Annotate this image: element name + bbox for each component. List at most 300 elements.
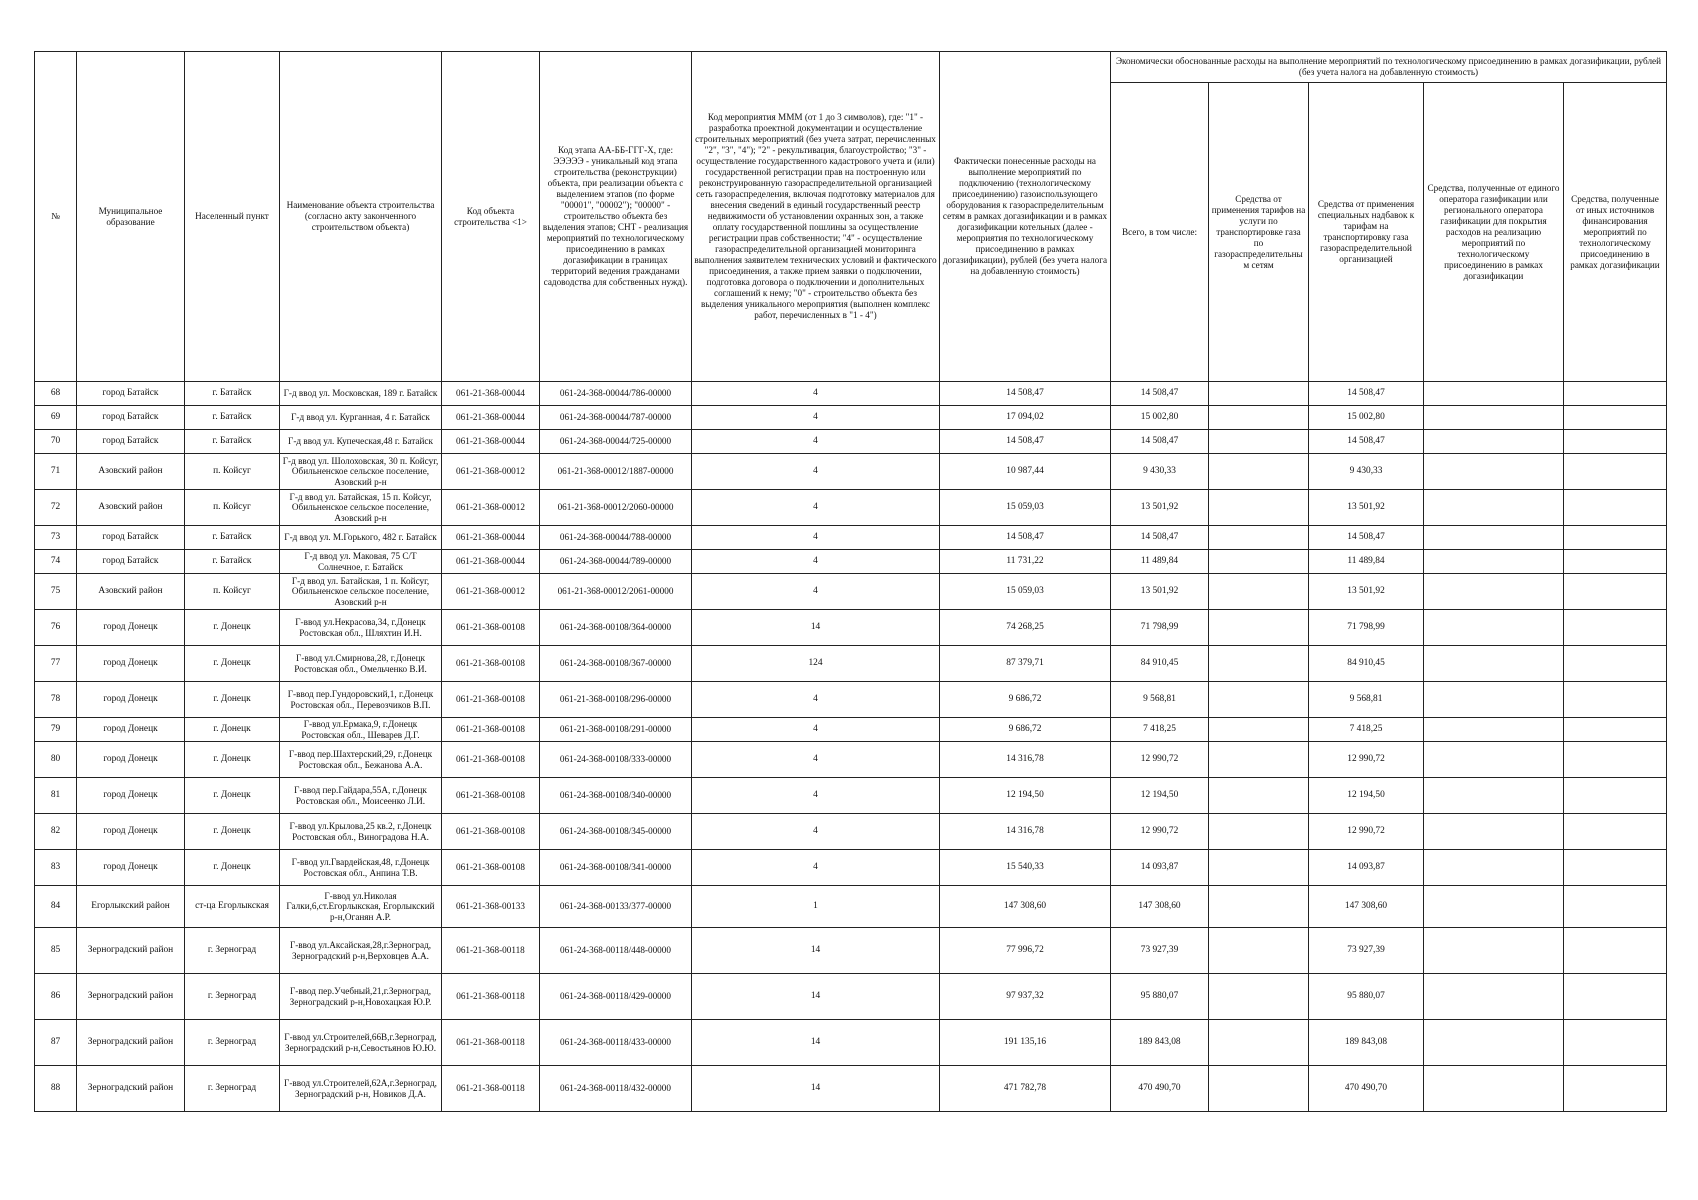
actual-costs-cell: 12 194,50 — [940, 778, 1111, 814]
object-code-cell: 061-21-368-00108 — [442, 682, 540, 718]
tariff-funds-cell — [1209, 850, 1309, 886]
municipality-cell: город Батайск — [77, 550, 185, 574]
surcharge-funds-cell: 71 798,99 — [1309, 610, 1424, 646]
surcharge-funds-cell: 189 843,08 — [1309, 1020, 1424, 1066]
total-cell: 95 880,07 — [1111, 974, 1209, 1020]
object-name-cell: Г-ввод ул.Смирнова,28, г.Донецк Ростовская обл., Омельченко В.И. — [280, 646, 442, 682]
header-municipality: Муниципальное образование — [77, 52, 185, 382]
locality-cell: г. Батайск — [185, 550, 280, 574]
stage-code-cell: 061-24-368-00133/377-00000 — [540, 886, 692, 928]
object-code-cell: 061-21-368-00118 — [442, 974, 540, 1020]
stage-code-cell: 061-24-368-00044/788-00000 — [540, 526, 692, 550]
object-name-cell: Г-д ввод ул. Батайская, 1 п. Койсуг, Обильненское сельское поселение, Азовский р-н — [280, 574, 442, 610]
surcharge-funds-cell: 14 093,87 — [1309, 850, 1424, 886]
row-num-cell: 87 — [35, 1020, 77, 1066]
locality-cell: г. Зерноград — [185, 928, 280, 974]
municipality-cell: Азовский район — [77, 574, 185, 610]
table-row — [35, 886, 1667, 928]
table-row — [35, 974, 1667, 1020]
table-row — [35, 718, 1667, 742]
object-code-cell: 061-21-368-00044 — [442, 382, 540, 406]
other-funds-cell — [1564, 406, 1667, 430]
stage-code-cell: 061-21-368-00012/1887-00000 — [540, 454, 692, 490]
surcharge-funds-cell: 15 002,80 — [1309, 406, 1424, 430]
object-code-cell: 061-21-368-00108 — [442, 814, 540, 850]
activity-code-cell: 4 — [692, 406, 940, 430]
operator-funds-cell — [1424, 1066, 1564, 1112]
total-cell: 14 508,47 — [1111, 382, 1209, 406]
actual-costs-cell: 9 686,72 — [940, 682, 1111, 718]
row-num-cell: 73 — [35, 526, 77, 550]
total-cell: 12 990,72 — [1111, 742, 1209, 778]
tariff-funds-cell — [1209, 778, 1309, 814]
object-name-cell: Г-ввод ул.Аксайская,28,г.Зерноград, Зерноградский р-н,Верховцев А.А. — [280, 928, 442, 974]
object-name-cell: Г-ввод ул.Ермака,9, г.Донецк Ростовская обл., Шеварев Д.Г. — [280, 718, 442, 742]
municipality-cell: Зерноградский район — [77, 1066, 185, 1112]
total-cell: 11 489,84 — [1111, 550, 1209, 574]
locality-cell: г. Батайск — [185, 406, 280, 430]
stage-code-cell: 061-21-368-00012/2060-00000 — [540, 490, 692, 526]
object-code-cell: 061-21-368-00133 — [442, 886, 540, 928]
other-funds-cell — [1564, 646, 1667, 682]
header-num: № — [35, 52, 77, 382]
actual-costs-cell: 147 308,60 — [940, 886, 1111, 928]
object-code-cell: 061-21-368-00012 — [442, 454, 540, 490]
object-name-cell: Г-д ввод ул. Московская, 189 г. Батайск — [280, 382, 442, 406]
other-funds-cell — [1564, 574, 1667, 610]
row-num-cell: 78 — [35, 682, 77, 718]
locality-cell: г. Донецк — [185, 682, 280, 718]
activity-code-cell: 14 — [692, 610, 940, 646]
municipality-cell: Азовский район — [77, 490, 185, 526]
header-total: Всего, в том числе: — [1111, 83, 1209, 382]
municipality-cell: Азовский район — [77, 454, 185, 490]
object-name-cell: Г-д ввод ул. М.Горького, 482 г. Батайск — [280, 526, 442, 550]
operator-funds-cell — [1424, 490, 1564, 526]
tariff-funds-cell — [1209, 814, 1309, 850]
activity-code-cell: 124 — [692, 646, 940, 682]
other-funds-cell — [1564, 610, 1667, 646]
total-cell: 73 927,39 — [1111, 928, 1209, 974]
stage-code-cell: 061-21-368-00012/2061-00000 — [540, 574, 692, 610]
row-num-cell: 71 — [35, 454, 77, 490]
header-actual-costs: Фактически понесенные расходы на выполнение мероприятий по подключению (технологическому присоединению) газоиспользующего оборудования к газораспределительным сетям в рамках догазификации и в рамках догазификации котельных (далее - мероприятия по технологическому присоединению в рамках догазификации), рублей (без учета налога на добавленную стоимость) — [940, 52, 1111, 382]
object-code-cell: 061-21-368-00044 — [442, 430, 540, 454]
object-code-cell: 061-21-368-00044 — [442, 406, 540, 430]
municipality-cell: город Донецк — [77, 850, 185, 886]
other-funds-cell — [1564, 886, 1667, 928]
activity-code-cell: 14 — [692, 1020, 940, 1066]
activity-code-cell: 4 — [692, 778, 940, 814]
locality-cell: г. Донецк — [185, 742, 280, 778]
locality-cell: г. Батайск — [185, 430, 280, 454]
total-cell: 14 093,87 — [1111, 850, 1209, 886]
operator-funds-cell — [1424, 778, 1564, 814]
object-name-cell: Г-ввод пер.Шахтерский,29, г.Донецк Ростовская обл., Бежанова А.А. — [280, 742, 442, 778]
locality-cell: г. Донецк — [185, 814, 280, 850]
object-name-cell: Г-ввод ул.Строителей,66В,г.Зерноград, Зерноградский р-н,Севостьянов Ю.Ю. — [280, 1020, 442, 1066]
other-funds-cell — [1564, 490, 1667, 526]
activity-code-cell: 4 — [692, 490, 940, 526]
header-operator-funds: Средства, полученные от единого оператора газификации или регионального оператора газификации для покрытия расходов на реализацию мероприятий по технологическому присоединению в рамках догазификации — [1424, 83, 1564, 382]
municipality-cell: Егорлыкский район — [77, 886, 185, 928]
object-name-cell: Г-ввод ул.Николая Галки,6,ст.Егорлыкская, Егорлыкский р-н,Оганян А.Р. — [280, 886, 442, 928]
header-locality: Населенный пункт — [185, 52, 280, 382]
tariff-funds-cell — [1209, 430, 1309, 454]
tariff-funds-cell — [1209, 742, 1309, 778]
object-name-cell: Г-ввод ул.Строителей,62А,г.Зерноград, Зерноградский р-н, Новиков Д.А. — [280, 1066, 442, 1112]
stage-code-cell: 061-24-368-00044/789-00000 — [540, 550, 692, 574]
activity-code-cell: 4 — [692, 382, 940, 406]
stage-code-cell: 061-24-368-00108/367-00000 — [540, 646, 692, 682]
object-code-cell: 061-21-368-00108 — [442, 718, 540, 742]
row-num-cell: 83 — [35, 850, 77, 886]
surcharge-funds-cell: 12 990,72 — [1309, 814, 1424, 850]
table-row — [35, 406, 1667, 430]
operator-funds-cell — [1424, 742, 1564, 778]
tariff-funds-cell — [1209, 646, 1309, 682]
activity-code-cell: 4 — [692, 430, 940, 454]
actual-costs-cell: 74 268,25 — [940, 610, 1111, 646]
table-row — [35, 610, 1667, 646]
stage-code-cell: 061-24-368-00108/364-00000 — [540, 610, 692, 646]
surcharge-funds-cell: 12 990,72 — [1309, 742, 1424, 778]
object-code-cell: 061-21-368-00118 — [442, 928, 540, 974]
operator-funds-cell — [1424, 682, 1564, 718]
operator-funds-cell — [1424, 610, 1564, 646]
actual-costs-cell: 17 094,02 — [940, 406, 1111, 430]
total-cell: 7 418,25 — [1111, 718, 1209, 742]
tariff-funds-cell — [1209, 928, 1309, 974]
table-row — [35, 1020, 1667, 1066]
total-cell: 14 508,47 — [1111, 526, 1209, 550]
stage-code-cell: 061-24-368-00118/432-00000 — [540, 1066, 692, 1112]
table-row — [35, 382, 1667, 406]
activity-code-cell: 4 — [692, 550, 940, 574]
other-funds-cell — [1564, 814, 1667, 850]
row-num-cell: 88 — [35, 1066, 77, 1112]
operator-funds-cell — [1424, 454, 1564, 490]
row-num-cell: 72 — [35, 490, 77, 526]
tariff-funds-cell — [1209, 682, 1309, 718]
table-row — [35, 490, 1667, 526]
operator-funds-cell — [1424, 1020, 1564, 1066]
municipality-cell: город Донецк — [77, 610, 185, 646]
object-code-cell: 061-21-368-00044 — [442, 526, 540, 550]
row-num-cell: 84 — [35, 886, 77, 928]
activity-code-cell: 4 — [692, 574, 940, 610]
other-funds-cell — [1564, 1066, 1667, 1112]
actual-costs-cell: 191 135,16 — [940, 1020, 1111, 1066]
stage-code-cell: 061-24-368-00108/333-00000 — [540, 742, 692, 778]
row-num-cell: 70 — [35, 430, 77, 454]
surcharge-funds-cell: 13 501,92 — [1309, 490, 1424, 526]
object-code-cell: 061-21-368-00108 — [442, 778, 540, 814]
object-name-cell: Г-д ввод ул. Курганная, 4 г. Батайск — [280, 406, 442, 430]
municipality-cell: город Донецк — [77, 814, 185, 850]
tariff-funds-cell — [1209, 490, 1309, 526]
locality-cell: г. Зерноград — [185, 974, 280, 1020]
operator-funds-cell — [1424, 886, 1564, 928]
total-cell: 84 910,45 — [1111, 646, 1209, 682]
municipality-cell: город Донецк — [77, 742, 185, 778]
header-object-code: Код объекта строительства <1> — [442, 52, 540, 382]
actual-costs-cell: 15 059,03 — [940, 574, 1111, 610]
other-funds-cell — [1564, 682, 1667, 718]
table-row — [35, 814, 1667, 850]
row-num-cell: 86 — [35, 974, 77, 1020]
surcharge-funds-cell: 11 489,84 — [1309, 550, 1424, 574]
total-cell: 12 990,72 — [1111, 814, 1209, 850]
row-num-cell: 74 — [35, 550, 77, 574]
row-num-cell: 68 — [35, 382, 77, 406]
activity-code-cell: 4 — [692, 718, 940, 742]
surcharge-funds-cell: 470 490,70 — [1309, 1066, 1424, 1112]
table-row — [35, 550, 1667, 574]
total-cell: 71 798,99 — [1111, 610, 1209, 646]
header-tariff-funds: Средства от применения тарифов на услуги по транспортировке газа по газораспределительны м сетям — [1209, 83, 1309, 382]
locality-cell: г. Донецк — [185, 646, 280, 682]
total-cell: 14 508,47 — [1111, 430, 1209, 454]
header-activity-code: Код мероприятия МММ (от 1 до 3 символов), где: "1" - разработка проектной документации и осуществление строительных мероприятий (без учета затрат, перечисленных "2", "3", "4"); "2" - рекультивация, благоустройство; "3" - осуществление государственного кадастрового учета и (или) государственной регистрации прав на построенную или реконструированную газораспределительной организацией сеть газораспределения, включая подготовку материалов для внесения сведений в единый государственный реестр недвижимости об установлении охранных зон, а также оплату государственной пошлины за осуществление регистрации прав собственности; "4" - осуществление газораспределительной организацией мониторинга выполнения заявителем технических условий и фактического присоединения, а также прием заявки о подключении, подготовка договора о подключении и дополнительных соглашений к нему; "0" - строительство объекта без выделения уникального мероприятия (выполнен комплекс работ, перечисленных в "1 - 4") — [692, 52, 940, 382]
table-row — [35, 682, 1667, 718]
actual-costs-cell: 10 987,44 — [940, 454, 1111, 490]
surcharge-funds-cell: 73 927,39 — [1309, 928, 1424, 974]
stage-code-cell: 061-21-368-00108/296-00000 — [540, 682, 692, 718]
row-num-cell: 76 — [35, 610, 77, 646]
surcharge-funds-cell: 14 508,47 — [1309, 430, 1424, 454]
municipality-cell: город Батайск — [77, 382, 185, 406]
operator-funds-cell — [1424, 574, 1564, 610]
object-name-cell: Г-ввод пер.Гайдара,55А, г.Донецк Ростовская обл., Моисеенко Л.И. — [280, 778, 442, 814]
object-name-cell: Г-ввод ул.Гвардейская,48, г.Донецк Ростовская обл., Анпина Т.В. — [280, 850, 442, 886]
locality-cell: г. Донецк — [185, 718, 280, 742]
stage-code-cell: 061-24-368-00044/787-00000 — [540, 406, 692, 430]
row-num-cell: 82 — [35, 814, 77, 850]
tariff-funds-cell — [1209, 406, 1309, 430]
locality-cell: п. Койсуг — [185, 574, 280, 610]
object-name-cell: Г-ввод пер.Гундоровский,1, г.Донецк Ростовская обл., Перевозчиков В.П. — [280, 682, 442, 718]
surcharge-funds-cell: 12 194,50 — [1309, 778, 1424, 814]
other-funds-cell — [1564, 1020, 1667, 1066]
operator-funds-cell — [1424, 974, 1564, 1020]
object-code-cell: 061-21-368-00118 — [442, 1066, 540, 1112]
total-cell: 189 843,08 — [1111, 1020, 1209, 1066]
actual-costs-cell: 14 508,47 — [940, 430, 1111, 454]
locality-cell: ст-ца Егорлыкская — [185, 886, 280, 928]
object-name-cell: Г-д ввод ул. Шолоховская, 30 п. Койсуг, Обильненское сельское поселение, Азовский р-н — [280, 454, 442, 490]
other-funds-cell — [1564, 382, 1667, 406]
total-cell: 15 002,80 — [1111, 406, 1209, 430]
municipality-cell: город Донецк — [77, 718, 185, 742]
total-cell: 12 194,50 — [1111, 778, 1209, 814]
activity-code-cell: 14 — [692, 1066, 940, 1112]
operator-funds-cell — [1424, 814, 1564, 850]
surcharge-funds-cell: 7 418,25 — [1309, 718, 1424, 742]
tariff-funds-cell — [1209, 718, 1309, 742]
stage-code-cell: 061-24-368-00108/340-00000 — [540, 778, 692, 814]
object-name-cell: Г-д ввод ул. Батайская, 15 п. Койсуг, Обильненское сельское поселение, Азовский р-н — [280, 490, 442, 526]
row-num-cell: 75 — [35, 574, 77, 610]
object-code-cell: 061-21-368-00118 — [442, 1020, 540, 1066]
tariff-funds-cell — [1209, 610, 1309, 646]
row-num-cell: 69 — [35, 406, 77, 430]
surcharge-funds-cell: 14 508,47 — [1309, 382, 1424, 406]
table-row — [35, 742, 1667, 778]
header-object-name: Наименование объекта строительства (согласно акту законченного строительством объекта) — [280, 52, 442, 382]
other-funds-cell — [1564, 430, 1667, 454]
actual-costs-cell: 77 996,72 — [940, 928, 1111, 974]
row-num-cell: 80 — [35, 742, 77, 778]
other-funds-cell — [1564, 526, 1667, 550]
total-cell: 13 501,92 — [1111, 574, 1209, 610]
table-row — [35, 778, 1667, 814]
municipality-cell: Зерноградский район — [77, 928, 185, 974]
object-name-cell: Г-ввод пер.Учебный,21,г.Зерноград, Зерноградский р-н,Новохацкая Ю.Р. — [280, 974, 442, 1020]
municipality-cell: город Донецк — [77, 646, 185, 682]
tariff-funds-cell — [1209, 886, 1309, 928]
actual-costs-cell: 9 686,72 — [940, 718, 1111, 742]
activity-code-cell: 14 — [692, 928, 940, 974]
object-code-cell: 061-21-368-00108 — [442, 646, 540, 682]
operator-funds-cell — [1424, 382, 1564, 406]
actual-costs-cell: 14 508,47 — [940, 382, 1111, 406]
object-name-cell: Г-ввод ул.Некрасова,34, г.Донецк Ростовская обл., Шляхтин И.Н. — [280, 610, 442, 646]
actual-costs-cell: 14 316,78 — [940, 742, 1111, 778]
activity-code-cell: 4 — [692, 682, 940, 718]
other-funds-cell — [1564, 454, 1667, 490]
other-funds-cell — [1564, 974, 1667, 1020]
row-num-cell: 79 — [35, 718, 77, 742]
activity-code-cell: 4 — [692, 526, 940, 550]
activity-code-cell: 1 — [692, 886, 940, 928]
table-row — [35, 574, 1667, 610]
municipality-cell: город Батайск — [77, 526, 185, 550]
activity-code-cell: 4 — [692, 454, 940, 490]
table-row — [35, 526, 1667, 550]
other-funds-cell — [1564, 928, 1667, 974]
activity-code-cell: 14 — [692, 974, 940, 1020]
activity-code-cell: 4 — [692, 742, 940, 778]
object-name-cell: Г-ввод ул.Крылова,25 кв.2, г.Донецк Ростовская обл., Виноградова Н.А. — [280, 814, 442, 850]
actual-costs-cell: 87 379,71 — [940, 646, 1111, 682]
stage-code-cell: 061-21-368-00108/291-00000 — [540, 718, 692, 742]
row-num-cell: 85 — [35, 928, 77, 974]
row-num-cell: 77 — [35, 646, 77, 682]
other-funds-cell — [1564, 718, 1667, 742]
stage-code-cell: 061-24-368-00118/448-00000 — [540, 928, 692, 974]
actual-costs-cell: 14 316,78 — [940, 814, 1111, 850]
total-cell: 470 490,70 — [1111, 1066, 1209, 1112]
tariff-funds-cell — [1209, 1020, 1309, 1066]
surcharge-funds-cell: 95 880,07 — [1309, 974, 1424, 1020]
table-row — [35, 454, 1667, 490]
surcharge-funds-cell: 14 508,47 — [1309, 526, 1424, 550]
stage-code-cell: 061-24-368-00044/786-00000 — [540, 382, 692, 406]
header-surcharge-funds: Средства от применения специальных надбавок к тарифам на транспортировку газа газораспределительной организацией — [1309, 83, 1424, 382]
tariff-funds-cell — [1209, 574, 1309, 610]
object-code-cell: 061-21-368-00108 — [442, 742, 540, 778]
other-funds-cell — [1564, 850, 1667, 886]
operator-funds-cell — [1424, 646, 1564, 682]
locality-cell: г. Батайск — [185, 526, 280, 550]
locality-cell: г. Донецк — [185, 610, 280, 646]
surcharge-funds-cell: 147 308,60 — [1309, 886, 1424, 928]
table-row — [35, 646, 1667, 682]
operator-funds-cell — [1424, 550, 1564, 574]
locality-cell: г. Зерноград — [185, 1066, 280, 1112]
actual-costs-cell: 11 731,22 — [940, 550, 1111, 574]
header-economic-costs-group: Экономически обоснованные расходы на выполнение мероприятий по технологическому присоединению в рамках догазификации, рублей (без учета налога на добавленную стоимость) — [1111, 52, 1667, 83]
locality-cell: г. Донецк — [185, 778, 280, 814]
surcharge-funds-cell: 9 430,33 — [1309, 454, 1424, 490]
header-stage-code: Код этапа АА-ББ-ГГГ-Х, где: ЭЭЭЭЭ - уникальный код этапа строительства (реконструкции) объекта, при реализации объекта с выделением этапов (по форме "00001", "00002"); "00000" - строительство объекта без выделения этапов; СНТ - реализация мероприятий по технологическому присоединению в рамках догазификации в границах территорий ведения гражданами садоводства для собственных нужд). — [540, 52, 692, 382]
other-funds-cell — [1564, 778, 1667, 814]
header-other-funds: Средства, полученные от иных источников финансирования мероприятий по технологическому присоединению в рамках догазификации — [1564, 83, 1667, 382]
municipality-cell: город Батайск — [77, 406, 185, 430]
municipality-cell: Зерноградский район — [77, 1020, 185, 1066]
locality-cell: г. Зерноград — [185, 1020, 280, 1066]
tariff-funds-cell — [1209, 382, 1309, 406]
object-code-cell: 061-21-368-00108 — [442, 850, 540, 886]
stage-code-cell: 061-24-368-00108/345-00000 — [540, 814, 692, 850]
operator-funds-cell — [1424, 526, 1564, 550]
actual-costs-cell: 15 059,03 — [940, 490, 1111, 526]
activity-code-cell: 4 — [692, 814, 940, 850]
object-name-cell: Г-д ввод ул. Маковая, 75 С/Т Солнечное, г. Батайск — [280, 550, 442, 574]
table-body — [35, 382, 1667, 1112]
locality-cell: п. Койсуг — [185, 490, 280, 526]
surcharge-funds-cell: 84 910,45 — [1309, 646, 1424, 682]
tariff-funds-cell — [1209, 454, 1309, 490]
total-cell: 9 568,81 — [1111, 682, 1209, 718]
object-code-cell: 061-21-368-00044 — [442, 550, 540, 574]
total-cell: 147 308,60 — [1111, 886, 1209, 928]
operator-funds-cell — [1424, 928, 1564, 974]
table-header — [35, 52, 1667, 382]
stage-code-cell: 061-24-368-00044/725-00000 — [540, 430, 692, 454]
document-page — [34, 51, 1666, 1112]
operator-funds-cell — [1424, 406, 1564, 430]
actual-costs-cell: 15 540,33 — [940, 850, 1111, 886]
actual-costs-cell: 471 782,78 — [940, 1066, 1111, 1112]
stage-code-cell: 061-24-368-00118/429-00000 — [540, 974, 692, 1020]
municipality-cell: Зерноградский район — [77, 974, 185, 1020]
operator-funds-cell — [1424, 430, 1564, 454]
locality-cell: г. Донецк — [185, 850, 280, 886]
connection-costs-table — [34, 51, 1667, 1112]
locality-cell: г. Батайск — [185, 382, 280, 406]
stage-code-cell: 061-24-368-00118/433-00000 — [540, 1020, 692, 1066]
table-row — [35, 850, 1667, 886]
tariff-funds-cell — [1209, 974, 1309, 1020]
municipality-cell: город Батайск — [77, 430, 185, 454]
municipality-cell: город Донецк — [77, 778, 185, 814]
municipality-cell: город Донецк — [77, 682, 185, 718]
activity-code-cell: 4 — [692, 850, 940, 886]
object-name-cell: Г-д ввод ул. Купеческая,48 г. Батайск — [280, 430, 442, 454]
surcharge-funds-cell: 9 568,81 — [1309, 682, 1424, 718]
row-num-cell: 81 — [35, 778, 77, 814]
object-code-cell: 061-21-368-00108 — [442, 610, 540, 646]
operator-funds-cell — [1424, 718, 1564, 742]
total-cell: 9 430,33 — [1111, 454, 1209, 490]
actual-costs-cell: 97 937,32 — [940, 974, 1111, 1020]
surcharge-funds-cell: 13 501,92 — [1309, 574, 1424, 610]
total-cell: 13 501,92 — [1111, 490, 1209, 526]
table-row — [35, 1066, 1667, 1112]
table-row — [35, 928, 1667, 974]
